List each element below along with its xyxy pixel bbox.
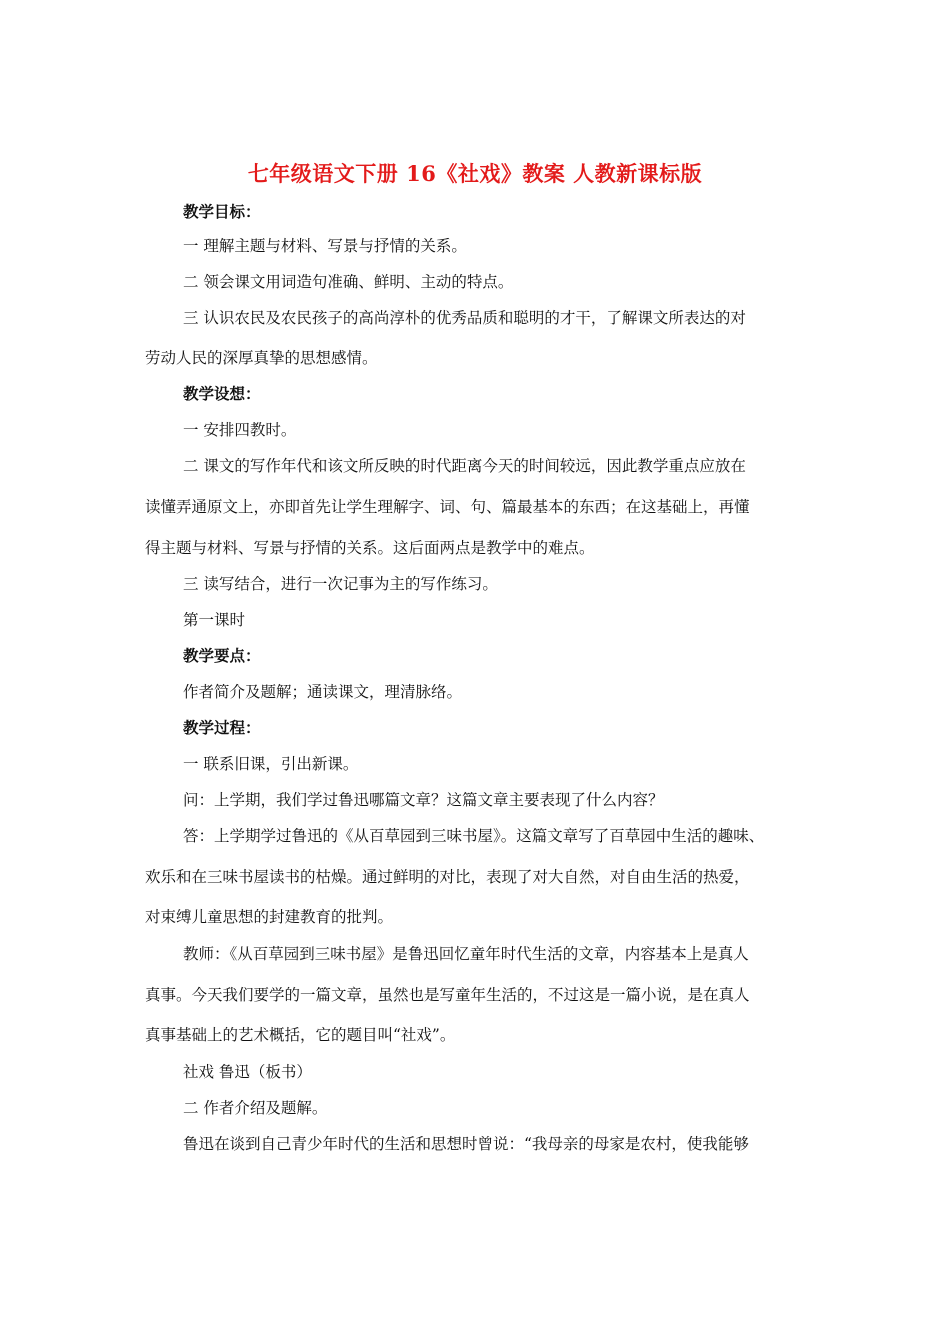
paragraph: 教师：《从百草园到三味书屋》是鲁迅回忆童年时代生活的文章，内容基本上是真人 xyxy=(183,945,749,963)
paragraph: 鲁迅在谈到自己青少年时代的生活和思想时曾说：“我母亲的母家是农村，使我能够 xyxy=(183,1135,749,1153)
lesson-label: 第一课时 xyxy=(183,611,246,629)
heading-teaching-plan: 教学设想： xyxy=(183,384,261,403)
paragraph: 问：上学期，我们学过鲁迅哪篇文章？这篇文章主要表现了什么内容？ xyxy=(183,791,664,809)
paragraph: 二 作者介绍及题解。 xyxy=(183,1099,328,1117)
paragraph-continuation: 真事。今天我们要学的一篇文章，虽然也是写童年生活的，不过这是一篇小说，是在真人 xyxy=(145,986,750,1004)
paragraph: 一 安排四教时。 xyxy=(183,421,297,439)
board-note: 社戏 鲁迅（板书） xyxy=(183,1063,312,1081)
paragraph: 作者简介及题解；通读课文，理清脉络。 xyxy=(183,683,463,701)
paragraph: 三 认识农民及农民孩子的高尚淳朴的优秀品质和聪明的才干，了解课文所表达的对 xyxy=(183,309,746,327)
paragraph-continuation: 读懂弄通原文上，亦即首先让学生理解字、词、句、篇最基本的东西；在这基础上，再懂 xyxy=(145,498,750,516)
document-title: 七年级语文下册 16《社戏》教案 人教新课标版 xyxy=(247,161,703,186)
paragraph-continuation: 劳动人民的深厚真挚的思想感情。 xyxy=(145,349,378,367)
paragraph-continuation: 得主题与材料、写景与抒情的关系。这后面两点是教学中的难点。 xyxy=(145,539,595,557)
paragraph-continuation: 对束缚儿童思想的封建教育的批判。 xyxy=(145,908,394,926)
paragraph: 一 联系旧课，引出新课。 xyxy=(183,755,359,773)
paragraph: 一 理解主题与材料、写景与抒情的关系。 xyxy=(183,237,467,255)
paragraph: 三 读写结合，进行一次记事为主的写作练习。 xyxy=(183,575,498,593)
paragraph: 二 课文的写作年代和该文所反映的时代距离今天的时间较远，因此教学重点应放在 xyxy=(183,457,746,475)
paragraph: 二 领会课文用词造句准确、鲜明、主动的特点。 xyxy=(183,273,514,291)
paragraph: 答：上学期学过鲁迅的《从百草园到三味书屋》。这篇文章写了百草园中生活的趣味、 xyxy=(183,827,765,845)
heading-teaching-points: 教学要点： xyxy=(183,646,261,665)
paragraph-continuation: 真事基础上的艺术概括，它的题目叫“社戏”。 xyxy=(145,1026,456,1044)
heading-teaching-process: 教学过程： xyxy=(183,718,261,737)
paragraph-continuation: 欢乐和在三味书屋读书的枯燥。通过鲜明的对比，表现了对大自然，对自由生活的热爱， xyxy=(145,868,750,886)
heading-teaching-goals: 教学目标： xyxy=(183,202,261,221)
